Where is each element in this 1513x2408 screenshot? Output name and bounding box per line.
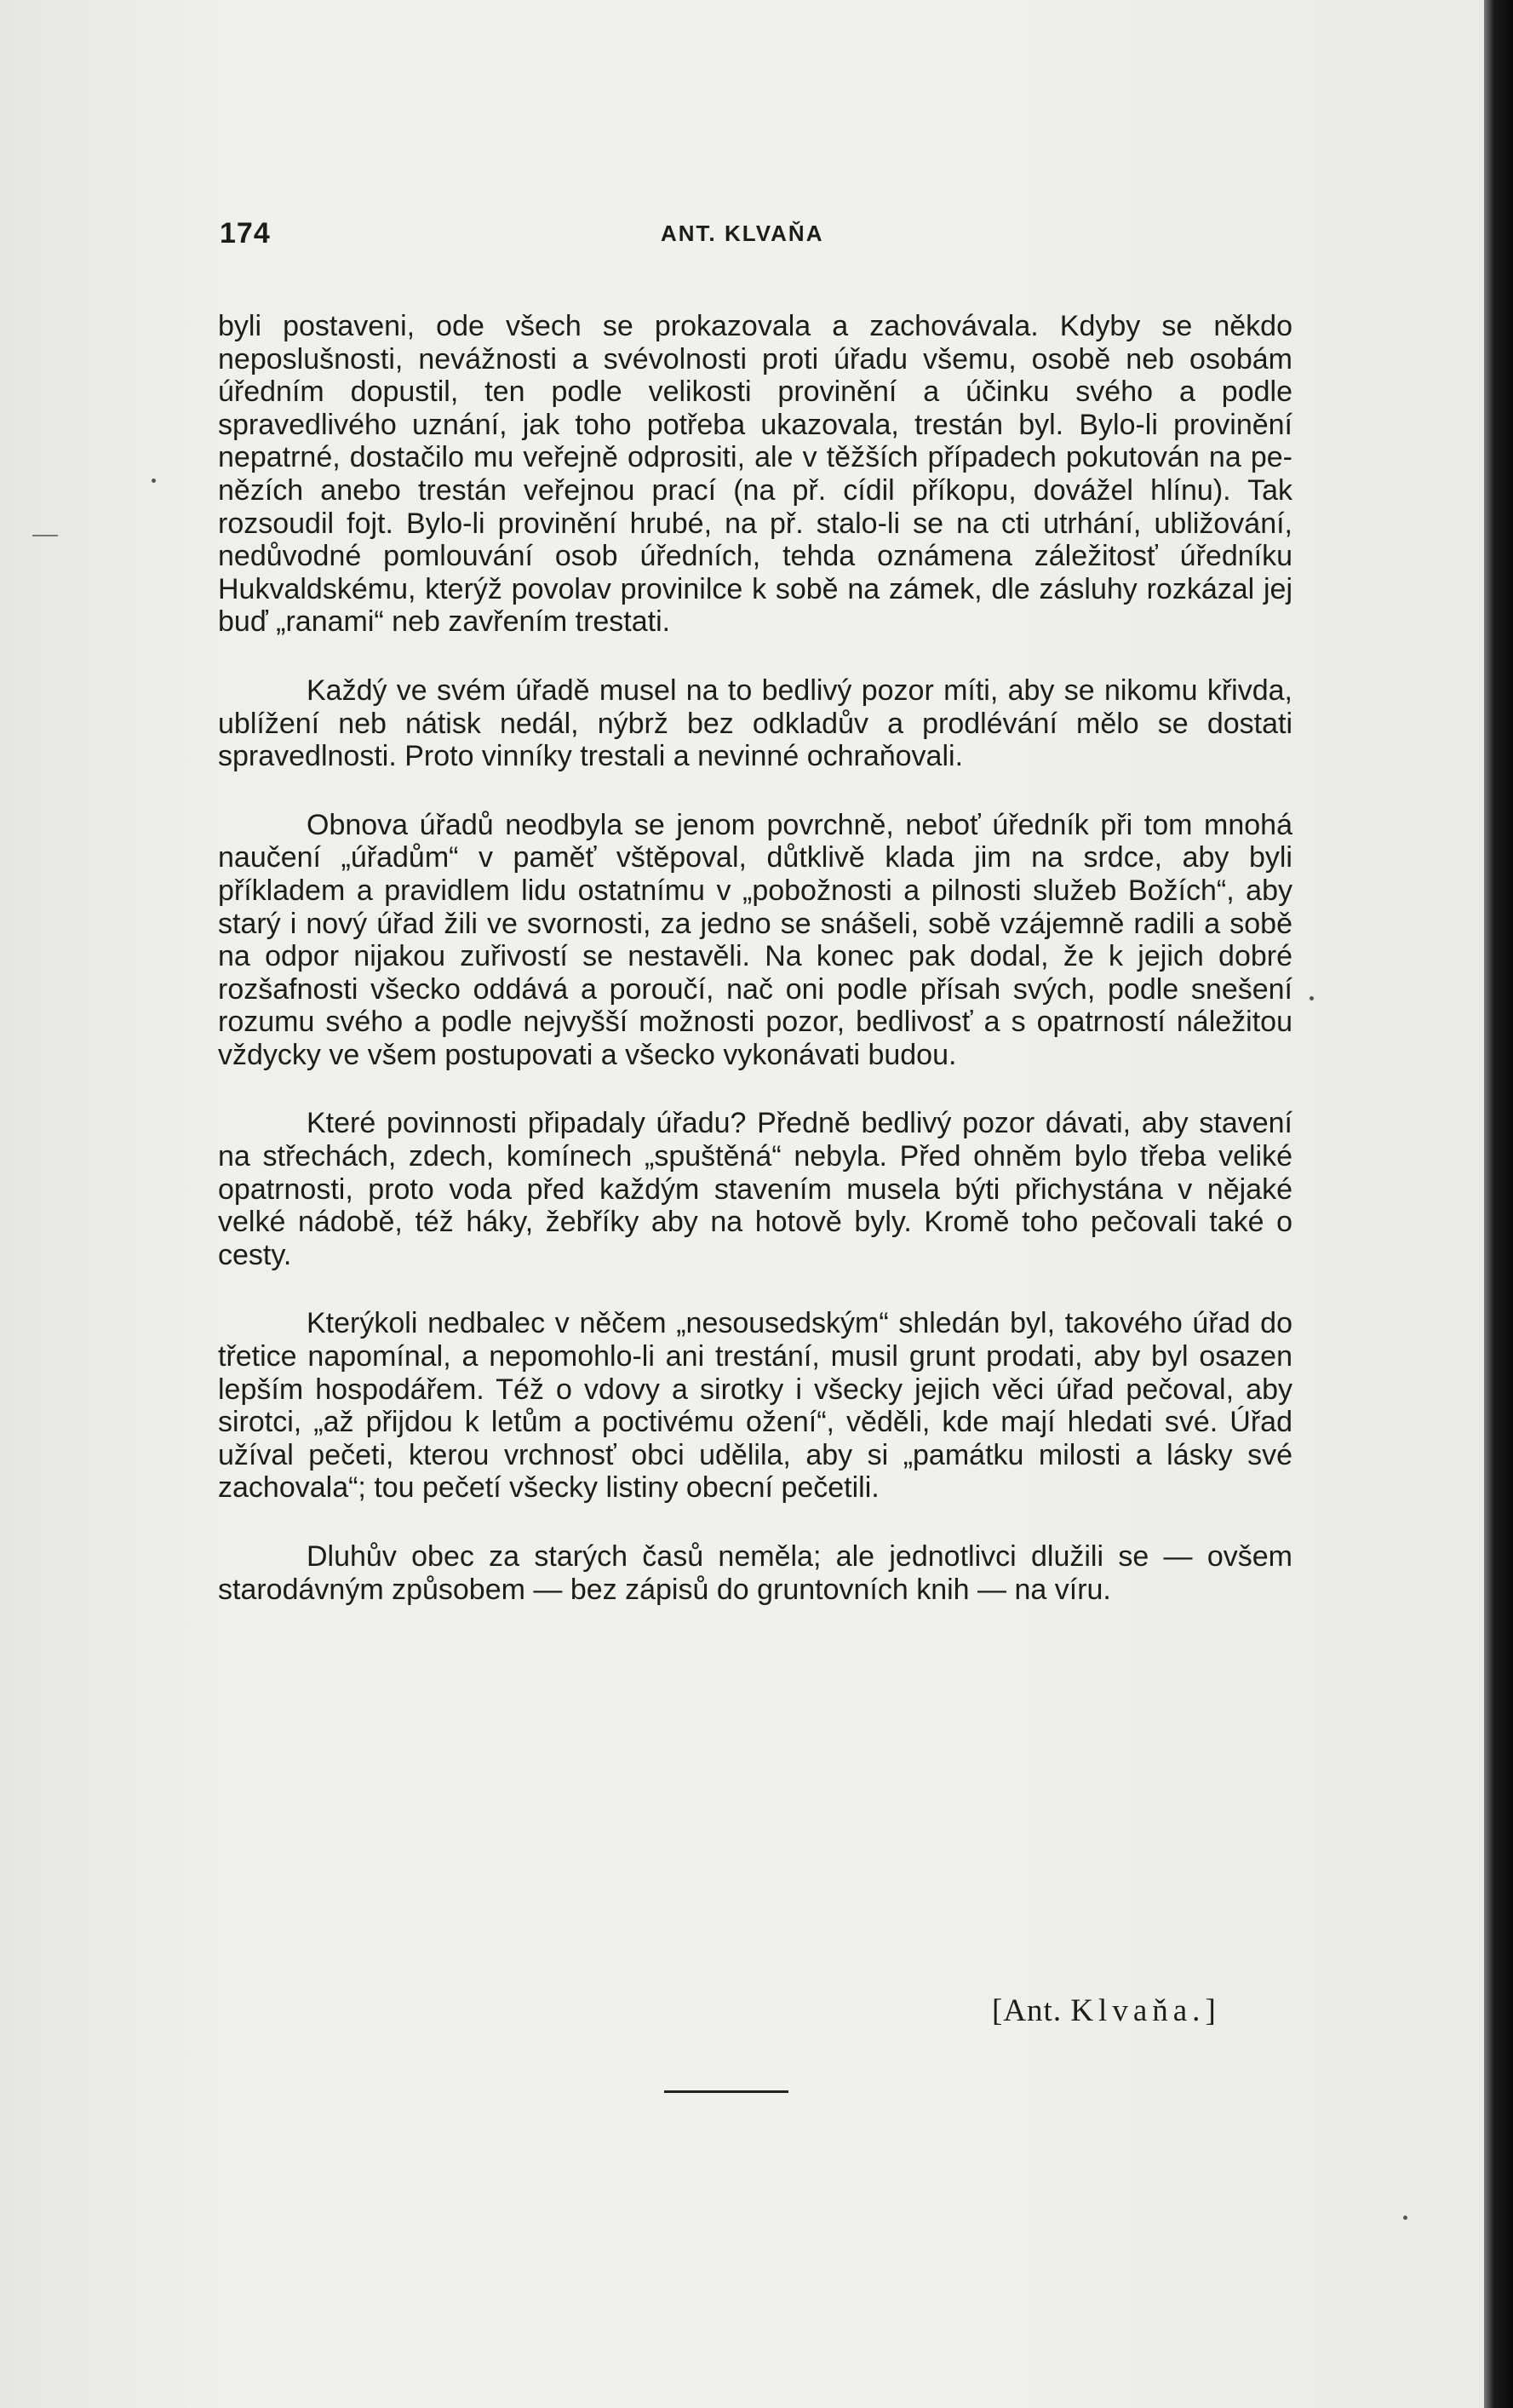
paragraph-4: Které povinnosti připadaly úřadu? Předně bedlivý pozor dávati, aby stavení na střechách, zdech, komínech „spuštěná“ nebyla. Před ohněm bylo třeba veliké opatrnosti, proto voda před každým stavením musela býti přichystána v nějaké velké nádobě, též háky, žebříky aby na hotově byly. Kromě toho pečovali také o cesty. bbox=[218, 1107, 1292, 1271]
author-signature bbox=[992, 1992, 1217, 2029]
margin-speck bbox=[1310, 996, 1314, 1000]
margin-mark bbox=[32, 535, 58, 536]
page-number: 174 bbox=[220, 217, 271, 249]
paragraph-1: byli postaveni, ode všech se prokazovala a zachovávala. Kdyby se někdo neposlušnosti, nevážnosti a svévolnosti proti úřadu všemu, osobě neb osobám úředním dopustil, ten podle velikosti provinění a účinku svého a podle spravedlivého uznání, jak toho potřeba ukazovala, trestán byl. Bylo-li provinění nepatrné, dostačilo mu veřejně odprositi, ale v těžších případech pokutován na penězích anebo trestán veřejnou prací (na př. cídil příkopu, dovážel hlínu). Tak rozsoudil fojt. Bylo-li provinění hrubé, na př. stalo-li se na cti utrhání, ubližování, nedůvodné pomlouvání osob úředních, tehda oznámena záležitosť úředníku Hukvaldskému, kterýž povolav provinilce k sobě na zámek, dle zásluhy rozkázal jej buď „ranami“ neb zavřením trestati. bbox=[218, 310, 1292, 639]
margin-speck bbox=[152, 479, 156, 483]
paragraph-2: Každý ve svém úřadě musel na to bedlivý pozor míti, aby se nikomu křivda, ublížení neb nátisk nedál, nýbrž bez odkladův a prodlévání mělo se dostati spravedlnosti. Proto vinníky trestali a nevinné ochraňovali. bbox=[218, 674, 1292, 773]
signature-close: ] bbox=[1205, 1993, 1217, 2028]
page-edge-shadow bbox=[1484, 0, 1513, 2408]
paragraph-6: Dluhův obec za starých časů neměla; ale jednotlivci dlužili se — ovšem starodávným způsobem — bez zápisů do gruntovních knih — na víru. bbox=[218, 1540, 1292, 1606]
closing-rule bbox=[664, 2090, 788, 2093]
page-header bbox=[220, 217, 1288, 260]
running-head: ANT. KLVAŇA bbox=[661, 221, 824, 246]
paragraph-5: Kterýkoli nedbalec v něčem „nesousedským“ shledán byl, takového úřad do třetice napomínal, a nepomohlo-li ani trestání, musil grunt prodati, aby byl osazen lepším hospodářem. Též o vdovy a sirotky i všecky jejich věci úřad pečoval, aby sirotci, „až přijdou k letům a poctivému ožení“, věděli, kde mají hledati své. Úřad užíval pečeti, kterou vrchnosť obci udělila, aby si „památku milosti a lásky své zachovala“; tou pečetí všecky listiny obecní pečetili. bbox=[218, 1307, 1292, 1505]
signature-name: Klvaňa. bbox=[1070, 1993, 1206, 2028]
paragraph-3: Obnova úřadů neodbyla se jenom povrchně, neboť úředník při tom mnohá naučení „úřadům“ v paměť vštěpoval, důtklivě klada jim na srdce, aby byli příkladem a pravidlem lidu ostatnímu v „pobožnosti a pilnosti služeb Božích“, aby starý i nový úřad žili ve svornosti, za jedno se snášeli, sobě vzájemně radili a sobě na odpor nijakou zuřivostí se nestavěli. Na konec pak dodal, že k jejich dobré rozšafnosti všecko oddává a poroučí, nač oni podle přísah svých, podle snešení rozumu svého a podle nejvyšší možnosti pozor, bedlivosť a s opatrností náležitou vždycky ve všem postupovati a všecko vykonávati budou. bbox=[218, 808, 1292, 1071]
signature-open: [Ant. bbox=[992, 1993, 1071, 2028]
body-text bbox=[218, 310, 1292, 1606]
margin-speck bbox=[1403, 2216, 1407, 2220]
